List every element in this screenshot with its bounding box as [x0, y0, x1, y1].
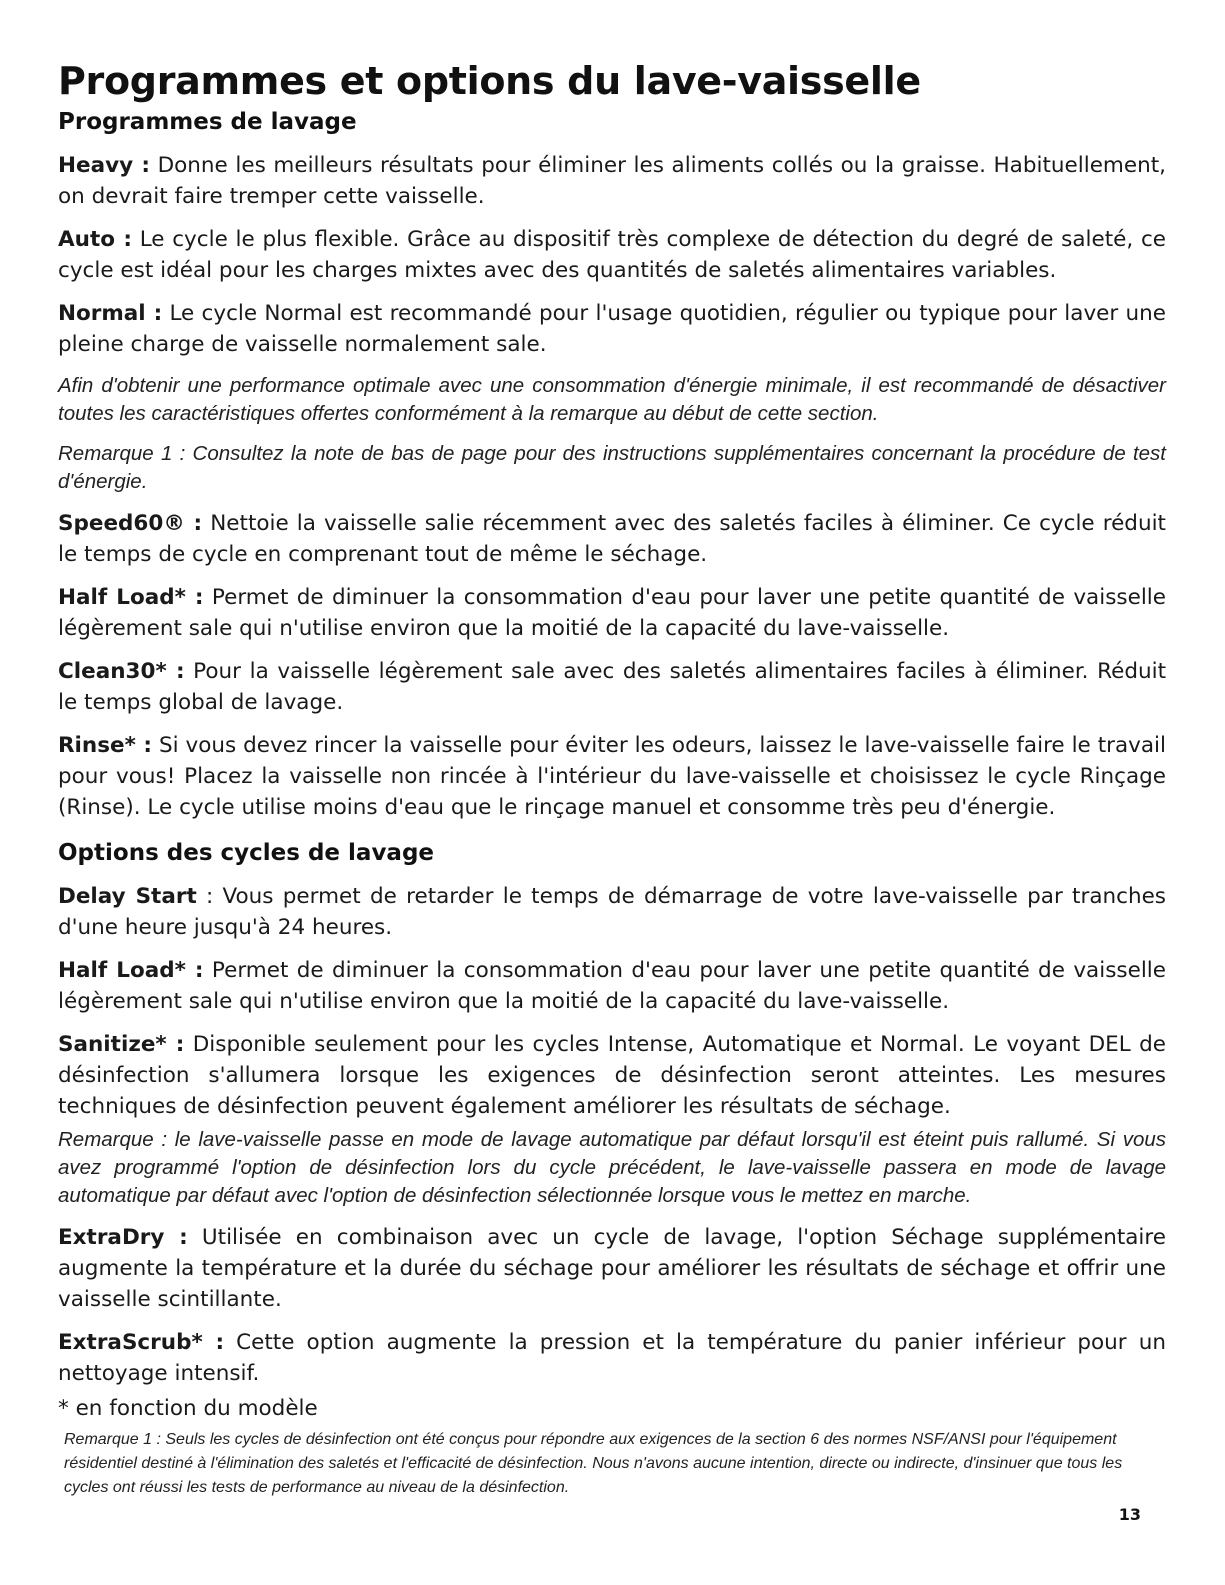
- option-description: : Vous permet de retarder le temps de démarrage de votre lave-vaisselle par tranches d'une heure jusqu'à 24 heures.: [58, 884, 1166, 940]
- program-description: Pour la vaisselle légèrement sale avec des saletés alimentaires faciles à éliminer. Réduit le temps global de lavage.: [58, 659, 1167, 715]
- program-label: Heavy :: [58, 153, 150, 178]
- model-note: * en fonction du modèle: [58, 1396, 318, 1421]
- option-half-load: [58, 955, 1166, 1017]
- option-label: Sanitize* :: [58, 1032, 185, 1057]
- option-description: Permet de diminuer la consommation d'eau pour laver une petite quantité de vaisselle légèrement sale qui n'utilise environ que la moitié de la capacité du lave-vaisselle.: [58, 958, 1166, 1014]
- page-number: 13: [1118, 1505, 1141, 1524]
- program-label: Speed60® :: [58, 511, 203, 536]
- option-delay-start: [58, 881, 1166, 943]
- sanitize-note: Remarque : le lave-vaisselle passe en mode de lavage automatique par défaut lorsqu'il est éteint puis rallumé. Si vous avez programmé l'option de désinfection lors du cycle précédent, le lave-vaisselle passera en mode de lavage automatique par défaut avec l'option de désinfection sélectionnée lorsque vous le mettez en marche.: [58, 1128, 1166, 1207]
- section-heading-options: Options des cycles de lavage: [58, 840, 435, 866]
- program-label: Auto :: [58, 227, 132, 252]
- section-heading-programs: Programmes de lavage: [58, 109, 357, 135]
- program-half-load: [58, 582, 1166, 644]
- program-description: Nettoie la vaisselle salie récemment avec des saletés faciles à éliminer. Ce cycle réduit le temps de cycle en comprenant tout de même le séchage.: [58, 511, 1166, 567]
- footnote: Remarque 1 : Seuls les cycles de désinfection ont été conçus pour répondre aux exigences de la section 6 des normes NSF/ANSI pour l'équipement résidentiel destiné à l'élimination des saletés et l'efficacité de désinfection. Nous n'avons aucune intention, directe ou indirecte, d'insinuer que tous les cycles ont réussi les tests de performance au niveau de la désinfection.: [64, 1431, 1123, 1496]
- program-label: Half Load* :: [58, 585, 204, 610]
- option-extradry: [58, 1222, 1166, 1315]
- option-label: ExtraDry :: [58, 1225, 188, 1250]
- option-label: Delay Start: [58, 884, 197, 909]
- program-description: Permet de diminuer la consommation d'eau pour laver une petite quantité de vaisselle légèrement sale qui n'utilise environ que la moitié de la capacité du lave-vaisselle.: [58, 585, 1166, 641]
- program-description: Le cycle le plus flexible. Grâce au dispositif très complexe de détection du degré de saleté, ce cycle est idéal pour les charges mixtes avec des quantités de saletés alimentaires variables.: [58, 227, 1166, 283]
- page-title: Programmes et options du lave-vaisselle: [58, 59, 921, 103]
- program-description: Le cycle Normal est recommandé pour l'usage quotidien, régulier ou typique pour laver une pleine charge de vaisselle normalement sale.: [58, 301, 1166, 357]
- option-description: Cette option augmente la pression et la température du panier inférieur pour un nettoyage intensif.: [58, 1330, 1166, 1386]
- program-label: Clean30* :: [58, 659, 185, 684]
- option-label: ExtraScrub* :: [58, 1330, 225, 1355]
- energy-note: Afin d'obtenir une performance optimale avec une consommation d'énergie minimale, il est recommandé de désactiver toutes les caractéristiques offertes conformément à la remarque au début de cette section.: [58, 374, 1166, 425]
- program-normal: [58, 298, 1166, 360]
- program-speed60: [58, 508, 1166, 570]
- program-rinse: [58, 730, 1166, 823]
- program-heavy: [58, 150, 1166, 212]
- energy-test-note: Remarque 1 : Consultez la note de bas de page pour des instructions supplémentaires concernant la procédure de test d'énergie.: [58, 442, 1166, 493]
- program-label: Normal :: [58, 301, 163, 326]
- option-label: Half Load* :: [58, 958, 204, 983]
- program-label: Rinse* :: [58, 733, 153, 758]
- option-extrascrub: [58, 1327, 1166, 1389]
- option-sanitize: [58, 1029, 1166, 1122]
- page-content: [58, 58, 1166, 1436]
- program-clean30: [58, 656, 1166, 718]
- option-description: Disponible seulement pour les cycles Intense, Automatique et Normal. Le voyant DEL de désinfection s'allumera lorsque les exigences de désinfection seront atteintes. Les mesures techniques de désinfection peuvent également améliorer les résultats de séchage.: [58, 1032, 1166, 1119]
- program-description: Donne les meilleurs résultats pour éliminer les aliments collés ou la graisse. Habituellement, on devrait faire tremper cette vaisselle.: [58, 153, 1166, 209]
- program-auto: [58, 224, 1166, 286]
- option-description: Utilisée en combinaison avec un cycle de lavage, l'option Séchage supplémentaire augmente la température et la durée du séchage pour améliorer les résultats de séchage et offrir une vaisselle scintillante.: [58, 1225, 1166, 1312]
- program-description: Si vous devez rincer la vaisselle pour éviter les odeurs, laissez le lave-vaisselle faire le travail pour vous! Placez la vaisselle non rincée à l'intérieur du lave-vaisselle et choisissez le cycle Rinçage (Rinse). Le cycle utilise moins d'eau que le rinçage manuel et consomme très peu d'énergie.: [58, 733, 1167, 820]
